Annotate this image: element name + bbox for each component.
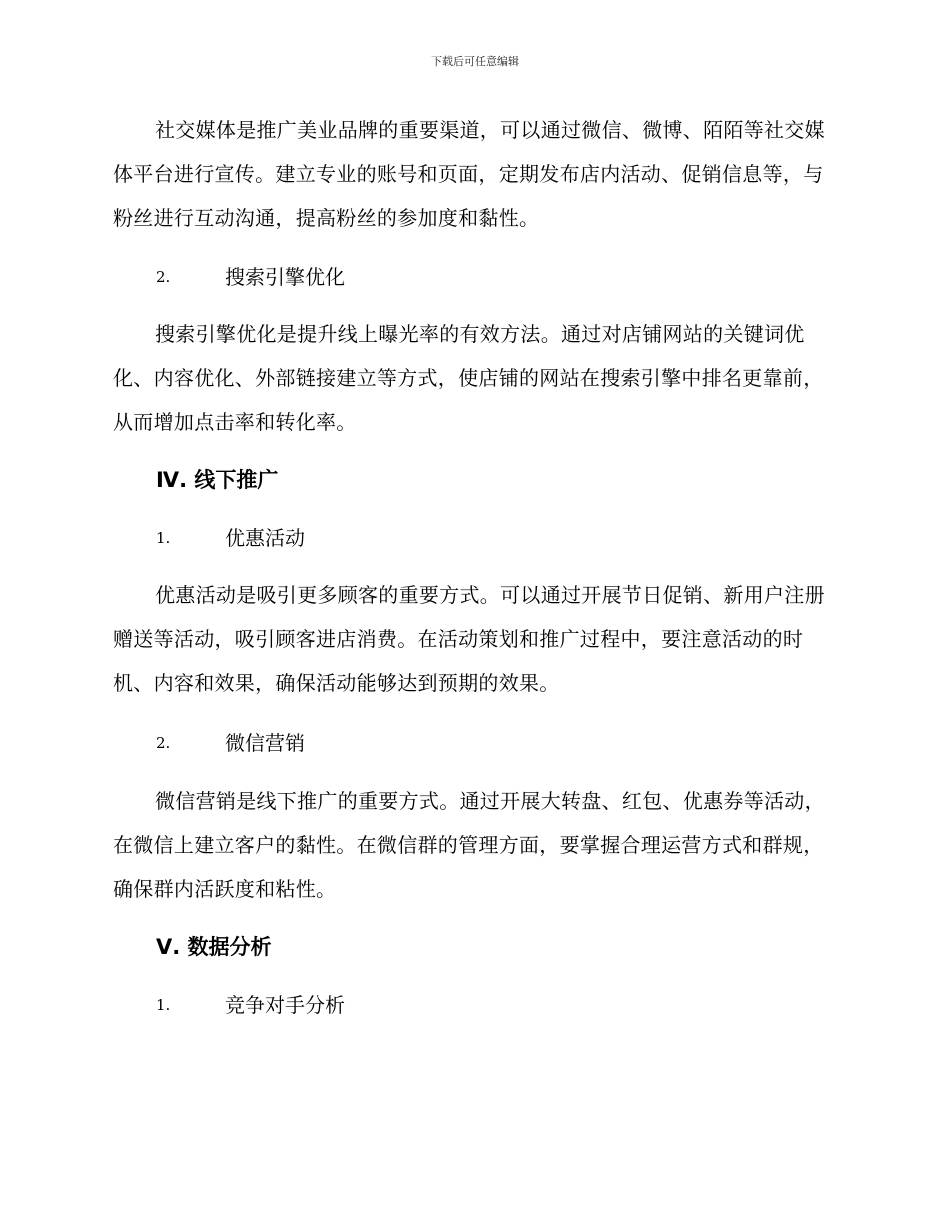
paragraph-wechat: 微信营销是线下推广的重要方式。通过开展大转盘、红包、优惠券等活动，在微信上建立客户的黏性。在微信群的管理方面，要掌握合理运营方式和群规，确保群内活跃度和粘性。 — [113, 789, 825, 901]
list-number: 1. — [156, 996, 171, 1014]
paragraph-promotions: 优惠活动是吸引更多顾客的重要方式。可以通过开展节日促销、新用户注册赠送等活动，吸引顾客进店消费。在活动策划和推广过程中，要注意活动的时机、内容和效果，确保活动能够达到预期的效果。 — [113, 583, 825, 695]
paragraph-social-media: 社交媒体是推广美业品牌的重要渠道，可以通过微信、微博、陌陌等社交媒体平台进行宣传。建立专业的账号和页面，定期发布店内活动、促销信息等，与粉丝进行互动沟通，提高粉丝的参加度和黏性。 — [113, 118, 825, 230]
page-header-note: 下载后可任意编辑 — [431, 55, 519, 68]
list-number: 2. — [156, 734, 171, 752]
section-heading-offline: Ⅳ. 线下推广 — [156, 468, 279, 492]
paragraph-seo: 搜索引擎优化是提升线上曝光率的有效方法。通过对店铺网站的关键词优化、内容优化、外部链接建立等方式，使店铺的网站在搜索引擎中排名更靠前，从而增加点击率和转化率。 — [113, 322, 824, 434]
list-item-label: 搜索引擎优化 — [225, 265, 345, 289]
list-item-label: 优惠活动 — [225, 526, 305, 550]
list-number: 2. — [156, 268, 171, 286]
list-number: 1. — [156, 529, 171, 547]
list-item-label: 微信营销 — [225, 731, 305, 755]
section-heading-data-analysis: Ⅴ. 数据分析 — [156, 935, 272, 959]
list-item-label: 竞争对手分析 — [225, 993, 345, 1017]
